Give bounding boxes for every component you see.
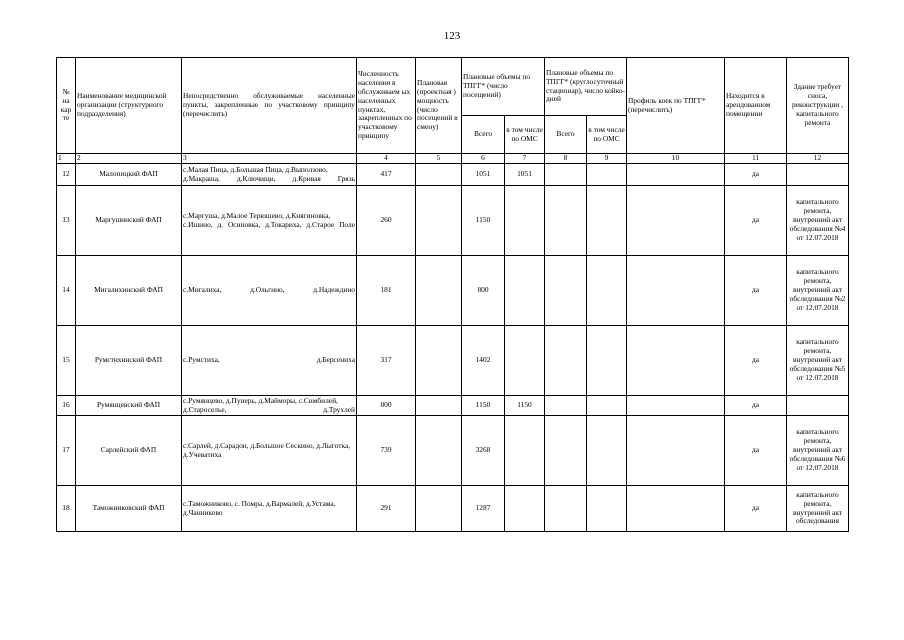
capacity-cell — [416, 164, 462, 186]
capacity-cell — [416, 396, 462, 416]
building-state-cell — [787, 396, 849, 416]
row-number-cell: 12 — [57, 164, 76, 186]
organization-name-cell: Малопицкий ФАП — [76, 164, 182, 186]
header-building-state: Здание требует сноса, реконструкции , капитального ремонта — [787, 58, 849, 154]
header-rented: Находится в арендованном помещении — [725, 58, 787, 154]
table-row — [57, 486, 849, 532]
visits-oms-cell — [505, 416, 545, 486]
settlements-cell: с.Маргуша, д.Малое Терюшево, д.Княгиновка, с.Ишино, д. Осиновка, д.Токариха, д.Старое Поле — [182, 186, 357, 256]
settlements-cell: с.Мигалиха, д.Ольгино, д.Надеждино — [182, 256, 357, 326]
header-beds-oms: в том числе по ОМС — [587, 116, 627, 154]
table-body — [57, 164, 849, 532]
rented-cell: да — [725, 396, 787, 416]
population-cell: 181 — [357, 256, 416, 326]
header-visits-oms: в том числе по ОМС — [505, 116, 545, 154]
column-number: 3 — [182, 154, 357, 164]
column-numbers-row — [57, 154, 849, 164]
organization-name-cell: Маргушинский ФАП — [76, 186, 182, 256]
beds-oms-cell — [587, 416, 627, 486]
rented-cell: да — [725, 164, 787, 186]
column-number: 11 — [725, 154, 787, 164]
beds-total-cell — [545, 186, 587, 256]
building-state-cell: капитального ремонта, внутренний акт обследования №6 от 12.07.2018 — [787, 416, 849, 486]
column-number: 8 — [545, 154, 587, 164]
capacity-cell — [416, 256, 462, 326]
beds-oms-cell — [587, 326, 627, 396]
rented-cell: да — [725, 186, 787, 256]
rented-cell: да — [725, 256, 787, 326]
settlements-cell: с.Румянцево, д.Пунерь, д.Майморы, с.Симбилей, д.Староселье, д.Трухлей — [183, 395, 355, 414]
bed-profile-cell — [627, 396, 725, 416]
visits-oms-cell — [505, 486, 545, 532]
table-row — [57, 416, 849, 486]
visits-total-cell: 800 — [462, 256, 505, 326]
beds-oms-cell — [587, 186, 627, 256]
beds-oms-cell — [587, 164, 627, 186]
row-number-cell: 13 — [57, 186, 76, 256]
column-number: 5 — [416, 154, 462, 164]
rented-cell: да — [725, 486, 787, 532]
rented-cell: да — [725, 416, 787, 486]
building-state-cell — [787, 164, 849, 186]
table-row — [57, 164, 849, 186]
population-cell: 317 — [357, 326, 416, 396]
visits-total-cell: 1150 — [462, 186, 505, 256]
bed-profile-cell — [627, 186, 725, 256]
visits-oms-cell — [505, 186, 545, 256]
column-number: 1 — [57, 154, 76, 164]
bed-profile-cell — [627, 486, 725, 532]
beds-total-cell — [545, 396, 587, 416]
column-number: 4 — [357, 154, 416, 164]
bed-profile-cell — [627, 326, 725, 396]
population-cell: 260 — [357, 186, 416, 256]
table-row — [57, 396, 849, 416]
capacity-cell — [416, 186, 462, 256]
capacity-cell — [416, 416, 462, 486]
organization-name-cell: Румянцевский ФАП — [76, 396, 182, 416]
header-visits-volume: Плановые объемы по ТПГГ* (число посещений) — [462, 58, 545, 116]
settlements-cell: с.Сарлей, д.Сарадон, д.Большое Сескино, д.Лыготка, д.Учеватиха — [182, 416, 357, 486]
header-capacity: Плановая (проектная ) мощность (число посещений в смену) — [416, 58, 462, 154]
table-row — [57, 256, 849, 326]
bed-profile-cell — [627, 416, 725, 486]
beds-total-cell — [545, 486, 587, 532]
column-number: 10 — [627, 154, 725, 164]
header-row-1 — [57, 58, 849, 116]
row-number-cell: 17 — [57, 416, 76, 486]
beds-total-cell — [545, 256, 587, 326]
beds-oms-cell — [587, 486, 627, 532]
beds-oms-cell — [587, 256, 627, 326]
population-cell: 291 — [357, 486, 416, 532]
population-cell: 739 — [357, 416, 416, 486]
bed-profile-cell — [627, 164, 725, 186]
header-beds-total: Всего — [545, 116, 587, 154]
settlements-cell: с.Таможниково, с. Помра, д.Вармалей, д.Устама, д.Чанниково — [182, 486, 357, 532]
header-map-number: № на кар те — [57, 58, 76, 154]
visits-total-cell: 1150 — [462, 396, 505, 416]
header-population: Численность населения в обслуживаем ых населенных пунктах, закрепленных по участковому принципу — [357, 58, 416, 154]
beds-oms-cell — [587, 396, 627, 416]
column-number: 9 — [587, 154, 627, 164]
row-number-cell: 16 — [57, 396, 76, 416]
settlements-cell: с.Румстиха, д.Берсениха — [182, 326, 357, 396]
population-cell: 800 — [357, 396, 416, 416]
row-number-cell: 14 — [57, 256, 76, 326]
visits-oms-cell: 1150 — [505, 396, 545, 416]
column-number: 6 — [462, 154, 505, 164]
capacity-cell — [416, 326, 462, 396]
visits-oms-cell — [505, 256, 545, 326]
organization-name-cell: Румстихинский ФАП — [76, 326, 182, 396]
header-settlements: Непосредственно обслуживаемые населенные пункты, закрепленные по участковому принципу (перечислить) — [182, 58, 357, 154]
row-number-cell: 15 — [57, 326, 76, 396]
visits-oms-cell: 1051 — [505, 164, 545, 186]
table-row — [57, 186, 849, 256]
column-number: 7 — [505, 154, 545, 164]
building-state-cell: капитального ремонта, внутренний акт обследования — [787, 486, 849, 532]
building-state-cell: капитального ремонта, внутренний акт обследования №4 от 12.07.2018 — [787, 186, 849, 256]
column-number: 12 — [787, 154, 849, 164]
page-number: 123 — [443, 30, 461, 42]
beds-total-cell — [545, 416, 587, 486]
visits-oms-cell — [505, 326, 545, 396]
beds-total-cell — [545, 164, 587, 186]
organization-name-cell: Сарлейский ФАП — [76, 416, 182, 486]
header-organization: Наименование медицинской организации (структурного подразделения) — [76, 58, 182, 154]
table-row — [57, 326, 849, 396]
rented-cell: да — [725, 326, 787, 396]
facilities-table — [56, 57, 849, 532]
capacity-cell — [416, 486, 462, 532]
header-beds-volume: Плановые объемы по ТПГГ* (круглосуточный стационар), число койко-дней — [545, 58, 627, 116]
header-visits-total: Всего — [462, 116, 505, 154]
building-state-cell: капитального ремонта, внутренний акт обследования №5 от 12.07.2018 — [787, 326, 849, 396]
visits-total-cell: 3268 — [462, 416, 505, 486]
column-number: 2 — [76, 154, 182, 164]
header-bed-profile: Профиль коек по ТПГГ* (перечислить) — [627, 58, 725, 154]
visits-total-cell: 1051 — [462, 164, 505, 186]
bed-profile-cell — [627, 256, 725, 326]
visits-total-cell: 1287 — [462, 486, 505, 532]
row-number-cell: 18 — [57, 486, 76, 532]
settlements-cell: с.Малая Пица, д.Большая Пица, д.Выползово, д.Макрашa, д.Ключищи, д.Кривая Грязь — [182, 164, 357, 186]
building-state-cell: капитального ремонта, внутренний акт обследования №2 от 12.07.2018 — [787, 256, 849, 326]
organization-name-cell: Мигалихинский ФАП — [76, 256, 182, 326]
beds-total-cell — [545, 326, 587, 396]
organization-name-cell: Таможниковский ФАП — [76, 486, 182, 532]
population-cell: 417 — [357, 164, 416, 186]
visits-total-cell: 1402 — [462, 326, 505, 396]
